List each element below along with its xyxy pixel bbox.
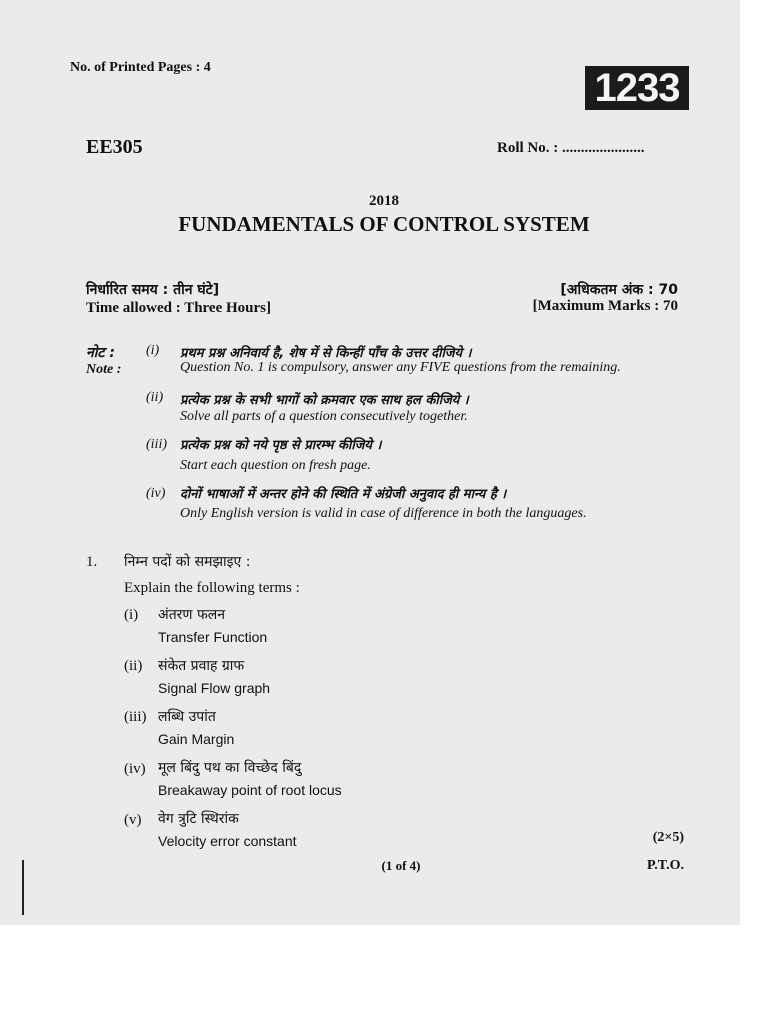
question-number: 1. — [86, 554, 98, 570]
term-numeral: (iv) — [124, 761, 146, 777]
question-prompt: Explain the following terms : — [124, 580, 300, 596]
term-numeral: (v) — [124, 812, 142, 828]
question-prompt-hindi: निम्न पदों को समझाइए : — [124, 554, 251, 570]
note-label-hindi: नोट : — [86, 345, 115, 361]
please-turn-over: P.T.O. — [647, 858, 684, 873]
question-marks: (2×5) — [652, 830, 684, 845]
term-hindi: वेग त्रुटि स्थिरांक — [158, 811, 239, 827]
note-item-english: Question No. 1 is compulsory, answer any FIVE questions from the remaining. — [180, 360, 621, 375]
term-english: Transfer Function — [158, 629, 268, 645]
term-english: Signal Flow graph — [158, 680, 271, 696]
note-item-numeral: (iii) — [146, 437, 167, 452]
paper-number-box: 1233 — [585, 66, 689, 110]
time-allowed: Time allowed : Three Hours] — [86, 300, 271, 316]
page-number: (1 of 4) — [381, 858, 421, 873]
term-numeral: (iii) — [124, 709, 147, 725]
roll-number-field: Roll No. : ...................... — [497, 140, 645, 156]
term-hindi: संकेत प्रवाह ग्राफ — [158, 658, 245, 674]
note-item-hindi: प्रथम प्रश्न अनिवार्य है, शेष में से किन्हीं पाँच के उत्तर दीजिये । — [180, 346, 472, 361]
note-item-numeral: (iv) — [146, 486, 166, 501]
maximum-marks-hindi: [अधिकतम अंक : 70 — [560, 282, 678, 298]
paper-code: EE305 — [86, 136, 143, 158]
term-numeral: (i) — [124, 607, 139, 623]
term-hindi: लब्धि उपांत — [158, 709, 216, 725]
time-allowed-hindi: निर्धारित समय : तीन घंटे] — [86, 282, 220, 298]
note-item-english: Solve all parts of a question consecutively together. — [180, 409, 468, 424]
paper-title: FUNDAMENTALS OF CONTROL SYSTEM — [178, 212, 590, 236]
exam-year: 2018 — [369, 193, 399, 209]
note-item-numeral: (ii) — [146, 390, 164, 405]
term-english: Gain Margin — [158, 731, 235, 747]
printed-pages: No. of Printed Pages : 4 — [70, 60, 211, 75]
note-item-hindi: प्रत्येक प्रश्न को नये पृष्ठ से प्रारम्भ कीजिये । — [180, 438, 382, 453]
note-label: Note : — [86, 362, 122, 377]
term-english: Breakaway point of root locus — [158, 782, 342, 798]
maximum-marks: [Maximum Marks : 70 — [532, 298, 678, 314]
term-numeral: (ii) — [124, 658, 143, 674]
note-item-hindi: दोनों भाषाओं में अन्तर होने की स्थिति में अंग्रेजी अनुवाद ही मान्य है । — [180, 487, 507, 502]
note-item-hindi: प्रत्येक प्रश्न के सभी भागों को क्रमवार एक साथ हल कीजिये । — [180, 393, 469, 408]
term-hindi: मूल बिंदु पथ का विच्छेद बिंदु — [158, 760, 302, 776]
note-item-numeral: (i) — [146, 343, 160, 358]
term-hindi: अंतरण फलन — [158, 607, 226, 623]
note-item-english: Start each question on fresh page. — [180, 458, 371, 473]
term-english: Velocity error constant — [158, 833, 297, 849]
note-item-english: Only English version is valid in case of difference in both the languages. — [180, 506, 587, 521]
